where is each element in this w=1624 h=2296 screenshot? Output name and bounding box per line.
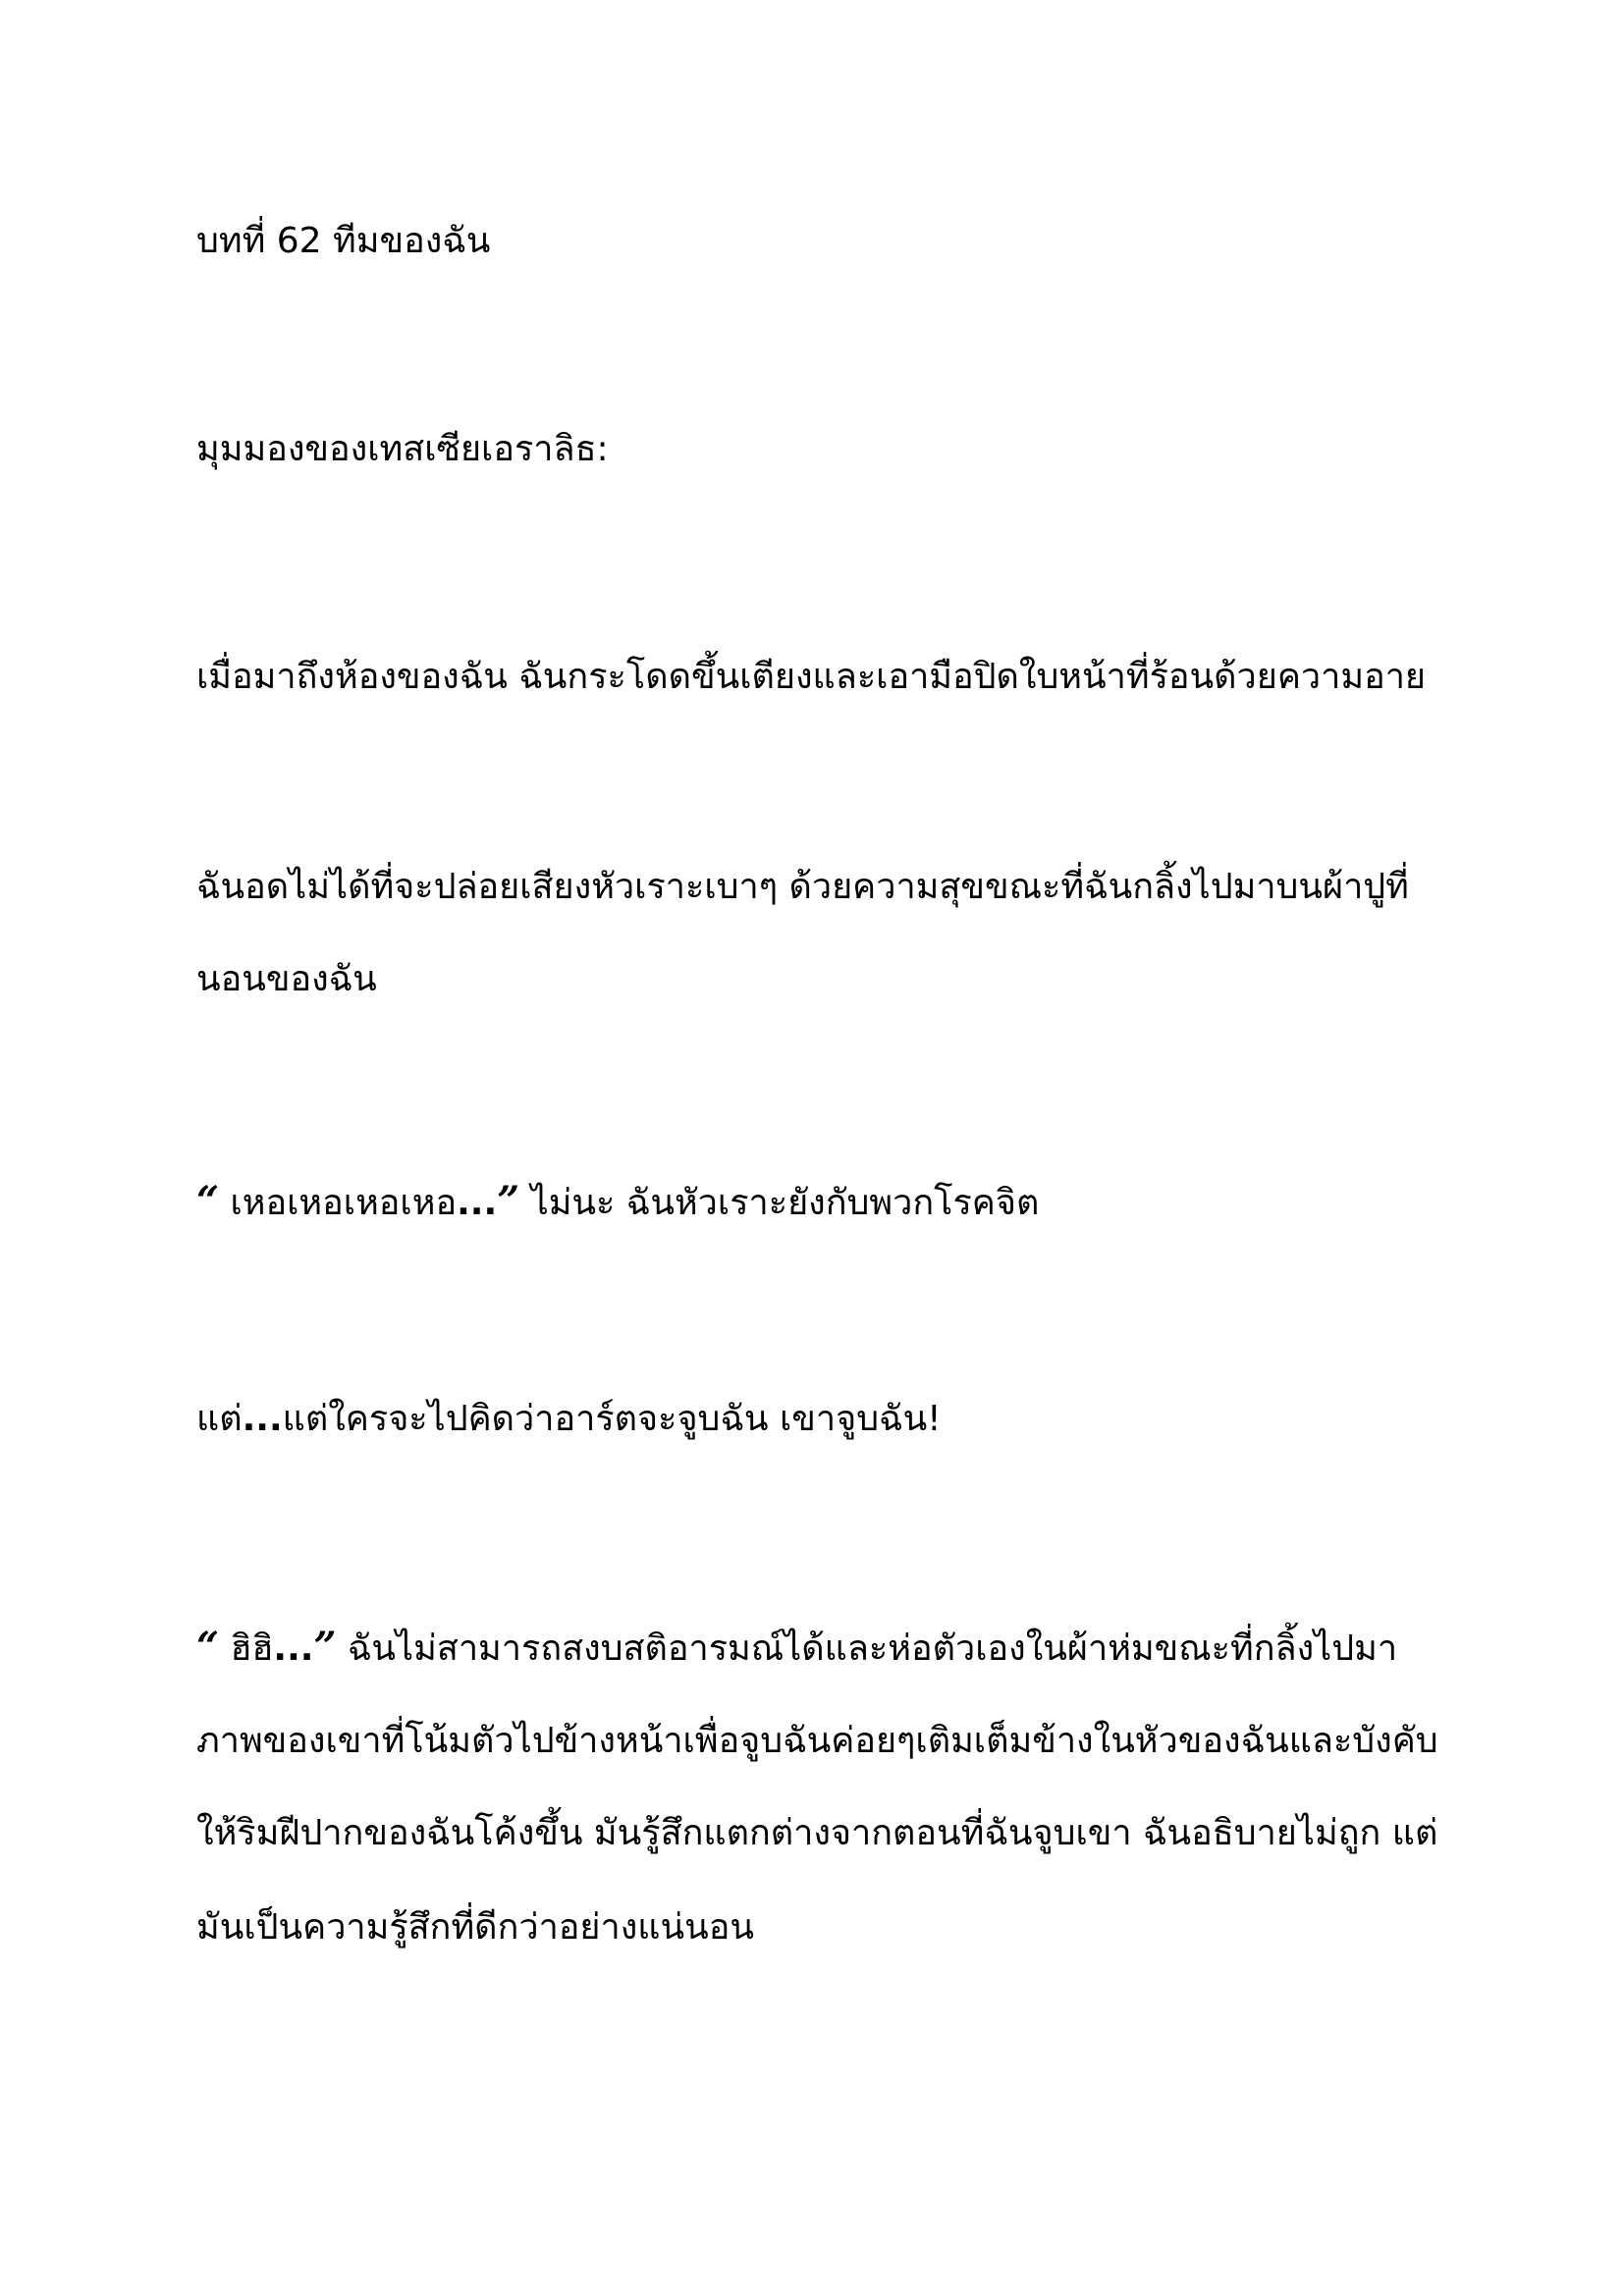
speech-text: ฮิฮิ [219,1629,274,1669]
paragraph-5-line-4: มันเป็นความรู้สึกที่ดีกว่าอย่างแน่นอน [196,1907,754,1948]
paragraph-2-line-1: ฉันอดไม่ได้ที่จะปล่อยเสียงหัวเราะเบาๆ ด้วยความสุขขณะที่ฉันกลิ้งไปมาบนผ้าปูที่ [196,867,1409,907]
paragraph-4 [196,1392,942,1447]
paragraph-4-start: แต่ [196,1399,243,1439]
chapter-title: บทที่ 62 ทีมของฉัน [196,221,491,261]
paragraph-5-line-2: ภาพของเขาที่โน้มตัวไปข้างหน้าเพื่อจูบฉันค่อยๆเติมเต็มข้างในหัวของฉันและบังคับ [196,1721,1438,1761]
paragraph-5-line-1 [196,1620,1397,1677]
narration-text: ไม่นะ ฉันหัวเราะยังกับพวกโรคจิต [519,1183,1040,1223]
close-quote-mark: ” [313,1624,337,1670]
speech-text: เหอเหอเหอเหอ [219,1183,458,1223]
ellipsis: ... [273,1629,314,1669]
open-quote-mark: “ [196,1624,220,1670]
paragraph-2-line-2: นอนของฉัน [196,959,377,999]
paragraph-3 [196,1174,1039,1231]
paragraph-1: เมื่อมาถึงห้องของฉัน ฉันกระโดดขึ้นเตียงและเอามือปิดใบหน้าที่ร้อนด้วยความอาย [196,657,1427,697]
paragraph-5-line-3: ให้ริมฝีปากของฉันโค้งขึ้น มันรู้สึกแตกต่างจากตอนที่ฉันจูบเขา ฉันอธิบายไม่ถูก แต่ [196,1813,1438,1853]
close-quote-mark: ” [497,1178,520,1224]
narration-text: ฉันไม่สามารถสงบสติอารมณ์ได้และห่อตัวเองในผ้าห่มขณะที่กลิ้งไปมา [336,1629,1398,1669]
paragraph-4-rest: แต่ใครจะไปคิดว่าอาร์ตจะจูบฉัน เขาจูบฉัน! [282,1399,942,1439]
open-quote-mark: “ [196,1178,220,1224]
pov-heading: มุมมองของเทสเซียเอราลิธ: [196,429,609,469]
ellipsis: ... [242,1399,283,1439]
ellipsis: ... [457,1183,498,1223]
